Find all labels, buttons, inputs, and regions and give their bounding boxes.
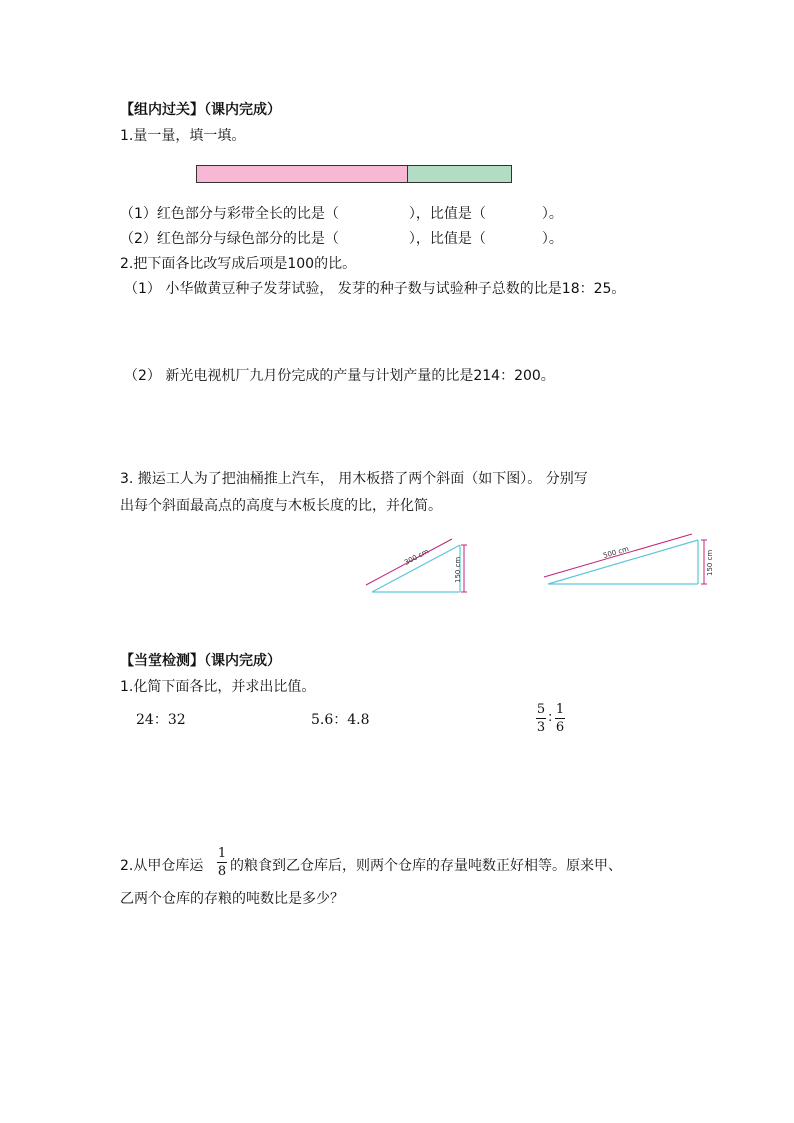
check-q2-fraction: 1 8 <box>217 846 227 879</box>
q1-line-1: （1）红色部分与彩带全长的比是（ ），比值是（ ）。 <box>120 206 563 222</box>
q1-prompt: 1.量一量，填一填。 <box>120 128 246 144</box>
ratio-3 <box>536 702 576 738</box>
check-q2-post: 的粮食到乙仓库后，则两个仓库的存量吨数正好相等。原来甲、 <box>230 858 622 874</box>
slope-figure-2 <box>540 532 720 592</box>
check-q2-line-1 <box>120 846 720 882</box>
slope-figure-1 <box>360 535 475 600</box>
q3-line-1: 3. 搬运工人为了把油桶推上汽车， 用木板搭了两个斜面（如下图）。 分别写 <box>120 471 588 487</box>
ratio-2: 5.6：4.8 <box>311 712 370 728</box>
check-q2-line-2: 乙两个仓库的存粮的吨数比是多少？ <box>120 891 344 907</box>
q2-prompt: 2.把下面各比改写成后项是100的比。 <box>120 256 357 272</box>
q2-item-1: （1） 小华做黄豆种子发芽试验， 发芽的种子数与试验种子总数的比是18：25。 <box>124 281 626 297</box>
section-title-group: 【组内过关】（课内完成） <box>120 102 281 118</box>
ratio-3-second-fraction: 1 6 <box>555 702 565 735</box>
check-q1-prompt: 1.化简下面各比，并求出比值。 <box>120 679 316 695</box>
section-title-check: 【当堂检测】（课内完成） <box>120 653 281 669</box>
q2-item-2: （2） 新光电视机厂九月份完成的产量与计划产量的比是214：200。 <box>124 368 555 384</box>
ribbon <box>196 165 512 183</box>
slope-2-hyp-label: 500 cm <box>602 544 630 560</box>
slope-1-hyp-label: 300 cm <box>403 547 431 567</box>
ratio-3-first-fraction: 5 3 <box>536 702 546 735</box>
ratio-3-separator: : <box>548 710 553 725</box>
q3-line-2: 出每个斜面最高点的高度与木板长度的比，并化简。 <box>120 498 442 514</box>
slope-2-height-label: 150 cm <box>706 549 714 576</box>
ratio-1: 24：32 <box>136 712 186 728</box>
ribbon-red-part <box>197 166 408 182</box>
q1-line-2: （2）红色部分与绿色部分的比是（ ），比值是（ ）。 <box>120 231 563 247</box>
slope-1-height-label: 150 cm <box>454 556 462 583</box>
check-q2-pre: 2.从甲仓库运 <box>120 858 204 874</box>
ribbon-green-part <box>408 166 511 182</box>
